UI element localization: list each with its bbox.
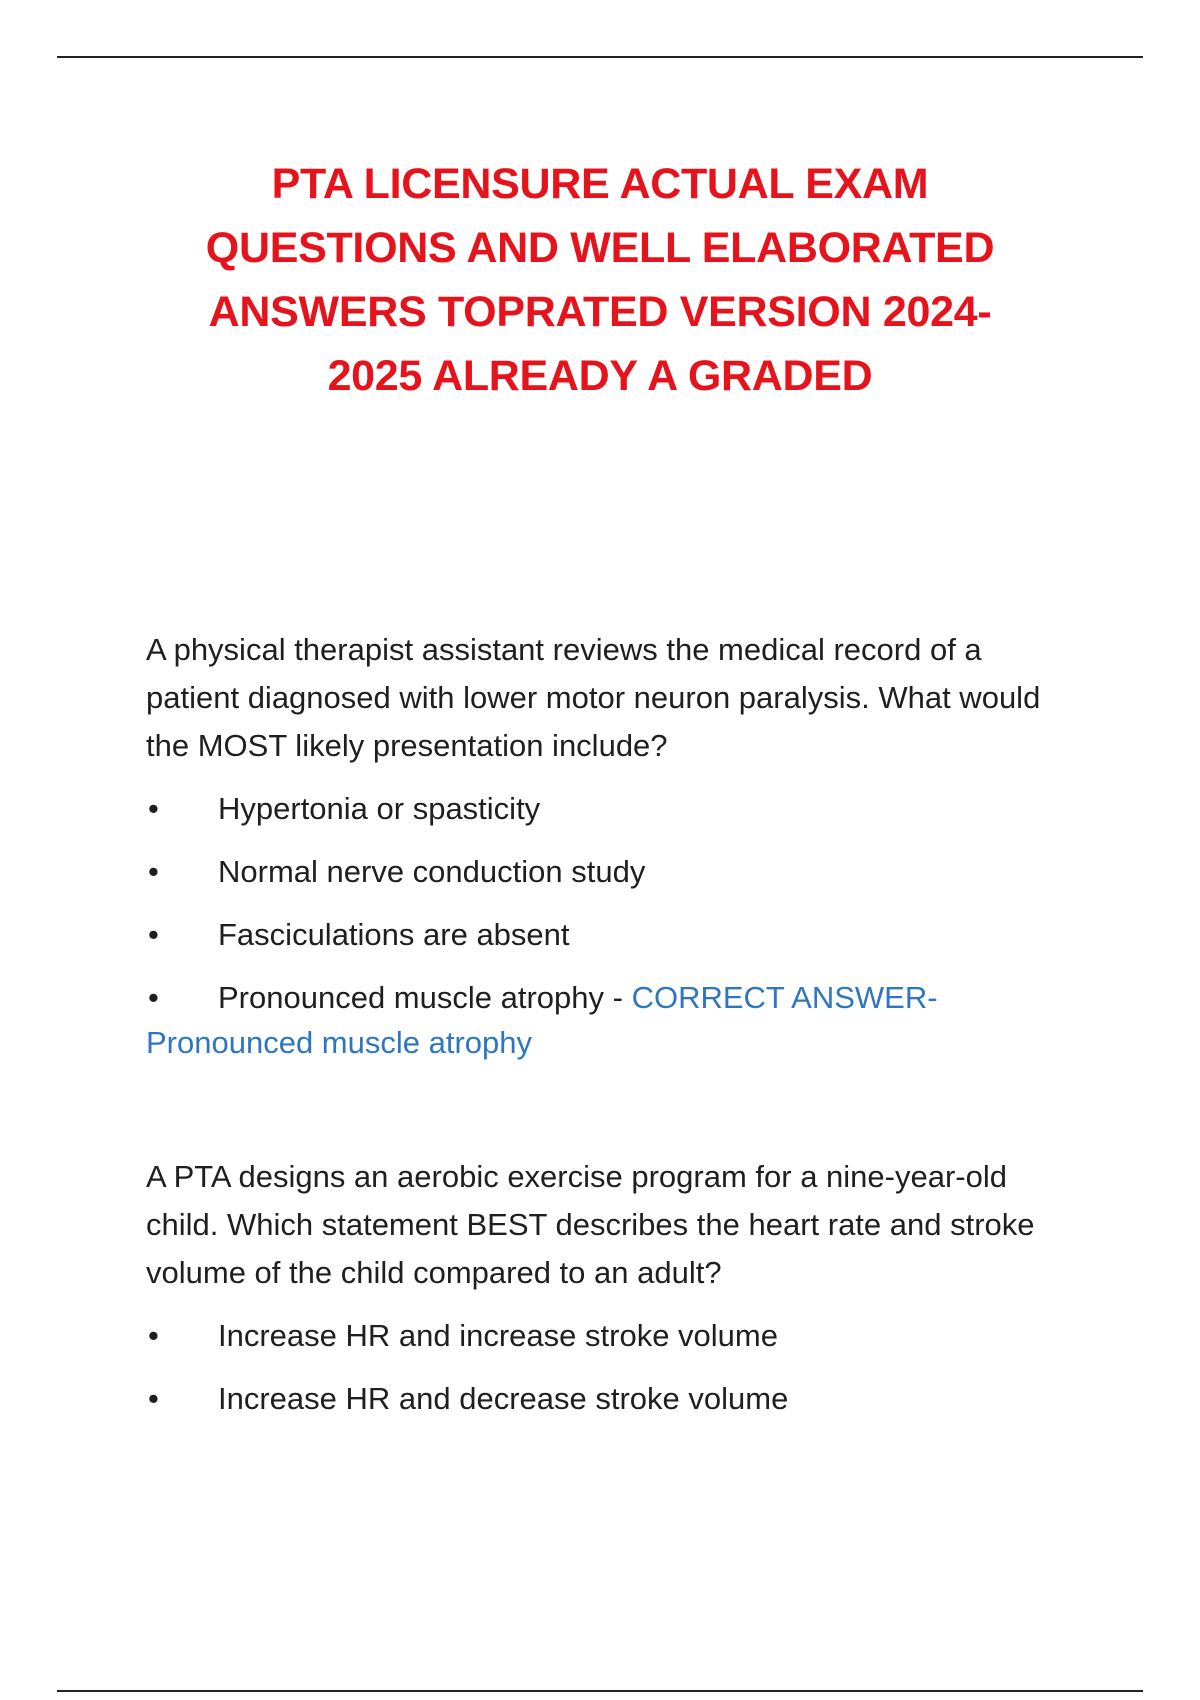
- question-1-text: A physical therapist assistant reviews the medical record of a patient diagnosed with lower motor neuron paralysis. What would the MOST likely presentation include?: [146, 632, 1041, 763]
- option-item-with-answer: [146, 975, 1046, 1065]
- option-item: [146, 1376, 1046, 1421]
- option-item: [146, 1313, 1046, 1358]
- title-line: 2025 ALREADY A GRADED: [327, 352, 873, 400]
- option-text: Pronounced muscle atrophy -: [218, 980, 632, 1015]
- question-2-text: A PTA designs an aerobic exercise program for a nine-year-old child. Which statement BEST describes the heart rate and stroke volume of the child compared to an adult?: [146, 1159, 1035, 1290]
- question-2-options: [146, 1313, 1046, 1439]
- option-text: Hypertonia or spasticity: [218, 791, 541, 826]
- footer-rule: [57, 1690, 1143, 1692]
- bullet-icon: •: [148, 854, 159, 889]
- option-text: Fasciculations are absent: [218, 917, 570, 952]
- title-line: QUESTIONS AND WELL ELABORATED: [205, 224, 995, 272]
- bullet-icon: •: [148, 980, 159, 1015]
- header-rule: [57, 56, 1143, 58]
- option-text: Increase HR and decrease stroke volume: [218, 1381, 789, 1416]
- option-item: [146, 849, 1046, 894]
- option-item: [146, 786, 1046, 831]
- document-title: [100, 152, 1100, 408]
- bullet-icon: •: [148, 1381, 159, 1416]
- bullet-icon: •: [148, 791, 159, 826]
- question-1-options: [146, 786, 1046, 1083]
- option-text: Normal nerve conduction study: [218, 854, 646, 889]
- bullet-icon: •: [148, 1318, 159, 1353]
- option-text: Increase HR and increase stroke volume: [218, 1318, 778, 1353]
- bullet-icon: •: [148, 917, 159, 952]
- title-line: ANSWERS TOPRATED VERSION 2024-: [208, 288, 992, 336]
- title-line: PTA LICENSURE ACTUAL EXAM: [271, 160, 929, 208]
- correct-answer: CORRECT ANSWER- Pronounced muscle atrophy: [146, 980, 938, 1060]
- option-item: [146, 912, 1046, 957]
